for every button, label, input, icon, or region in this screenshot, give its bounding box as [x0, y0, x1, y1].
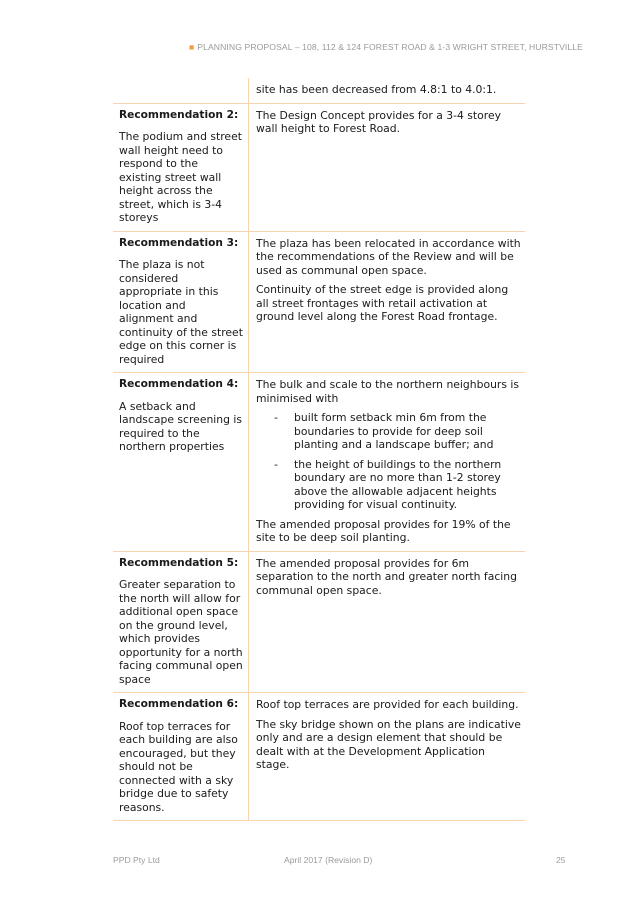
recommendation-title: Recommendation 2:: [119, 108, 239, 121]
response-outro: The amended proposal provides for 19% of the site to be deep soil planting.: [256, 517, 511, 544]
header-bullet-icon: ■: [188, 42, 195, 52]
footer-date: April 2017 (Revision D): [284, 855, 373, 865]
table-cell-left: [113, 78, 249, 103]
recommendation-text: Roof top terraces for each building are also encouraged, but they should not be connected with a sky bridge due to safety reasons.: [119, 719, 238, 814]
table-row: [113, 693, 525, 821]
recommendations-table: [113, 78, 525, 821]
recommendation-title: Recommendation 6:: [119, 698, 239, 710]
table-row: [113, 232, 525, 374]
recommendation-text: The podium and street wall height need to respond to the existing street wall height across the street, which is 3-4 storeys: [119, 130, 242, 224]
recommendation-text: Greater separation to the north will allow for additional open space on the ground level, which provides opportunity for a north facing communal open space: [119, 578, 243, 686]
response-text: Roof top terraces are provided for each building.: [256, 698, 519, 711]
table-cell-right: [249, 232, 525, 373]
table-row: [113, 104, 525, 232]
response-text: The plaza has been relocated in accordance with the recommendations of the Review and will be used as communal open space.: [256, 236, 521, 277]
response-text: The amended proposal provides for 6m separation to the north and greater north facing communal open space.: [256, 556, 517, 597]
dash-bullet-icon: -: [274, 411, 278, 424]
table-cell-left: [113, 232, 249, 373]
table-cell-left: [113, 373, 249, 551]
bullet-text: the height of buildings to the northern boundary are no more than 1-2 storey above the allowable adjacent heights providing for visual continuity.: [294, 457, 502, 511]
table-cell-right: [249, 78, 525, 103]
table-cell-right: [249, 104, 525, 231]
bullet-text: built form setback min 6m from the boundaries to provide for deep soil planting and a landscape buffer; and: [294, 411, 494, 451]
footer-page-number: 25: [556, 855, 566, 865]
page-header: [189, 42, 583, 52]
table-cell-left: [113, 693, 249, 820]
table-row: [113, 78, 525, 104]
recommendation-title: Recommendation 3:: [119, 236, 239, 249]
table-cell-left: [113, 104, 249, 231]
table-cell-left: [113, 552, 249, 693]
response-intro: The bulk and scale to the northern neighbours is minimised with: [256, 378, 520, 405]
footer-company: PPD Pty Ltd: [113, 855, 160, 865]
table-cell-right: [249, 373, 525, 551]
recommendation-text: A setback and landscape screening is required to the northern properties: [119, 399, 243, 453]
table-row: [113, 373, 525, 552]
list-item: [256, 411, 521, 452]
table-row: [113, 552, 525, 694]
recommendation-title: Recommendation 4:: [119, 378, 239, 390]
recommendation-text: The plaza is not considered appropriate in this location and alignment and continuity of the street edge on this corner is required: [119, 258, 243, 366]
dash-bullet-icon: -: [274, 457, 278, 471]
response-bullet-list: [256, 411, 521, 512]
response-text: The Design Concept provides for a 3-4 storey wall height to Forest Road.: [256, 108, 502, 135]
continuation-text: site has been decreased from 4.8:1 to 4.0:1.: [256, 83, 497, 96]
recommendation-title: Recommendation 5:: [119, 556, 239, 569]
response-text: Continuity of the street edge is provided along all street frontages with retail activation at ground level along the Forest Road frontage.: [256, 283, 509, 323]
list-item: [256, 458, 521, 512]
header-title: PLANNING PROPOSAL – 108, 112 & 124 FOREST ROAD & 1-3 WRIGHT STREET, HURSTVILLE: [197, 42, 583, 52]
table-cell-right: [249, 552, 525, 693]
table-cell-right: [249, 693, 525, 820]
response-text: The sky bridge shown on the plans are indicative only and are a design element that should be dealt with at the Development Application stage.: [256, 717, 521, 771]
